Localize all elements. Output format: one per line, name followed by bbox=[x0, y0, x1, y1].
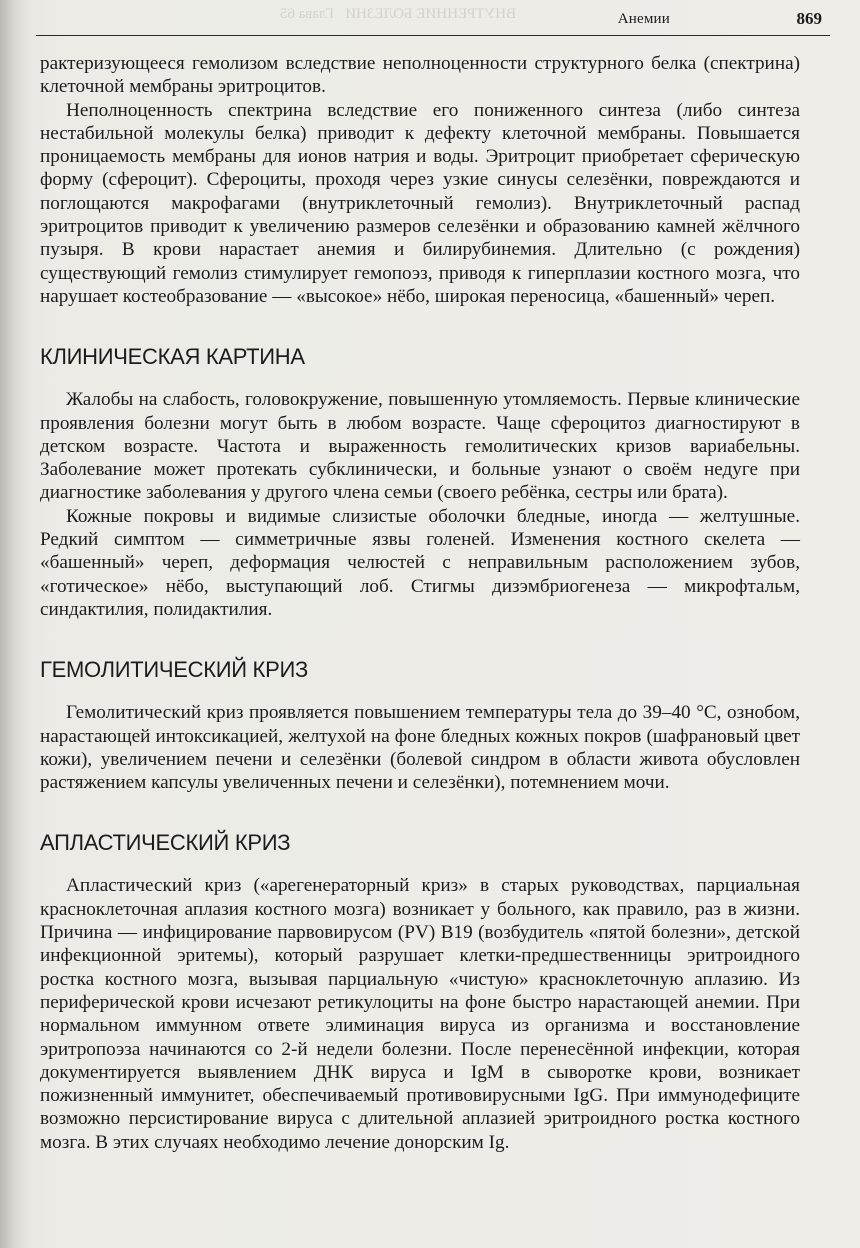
section-heading-clinical: КЛИНИЧЕСКАЯ КАРТИНА bbox=[40, 344, 305, 370]
bleed-through-text: ВНУТРЕННИЕ БОЛЕЗНИ Глава 65 bbox=[280, 6, 517, 22]
clinical-paragraph-1: Жалобы на слабость, головокружение, повышенную утомляемость. Первые клинические проявления болезни могут быть в любом возрасте. Чаще сфероцитоз диагностируют в детском возрасте. Частота и выраженность гемолитических кризов вариабельны. Заболевание может протекать субклинически, и больные узнают о своём недуге при диагностике заболевания у другого члена семьи (своего ребёнка, сестры или брата). bbox=[40, 389, 800, 504]
page-number: 869 bbox=[796, 9, 822, 28]
hemolytic-paragraph: Гемолитический криз проявляется повышением температуры тела до 39–40 °С, ознобом, нарастающей интоксикацией, желтухой на фоне бледных кожных покров (шафрановый цвет кожи), увеличением печени и селезёнки (болевой синдром в области живота обусловлен растяжением капсулы увеличенных печени и селезёнки), потемнением мочи. bbox=[40, 702, 800, 794]
intro-tail-paragraph: рактеризующееся гемолизом вследствие неполноценности структурного белка (спектрина) клеточной мембраны эритроцитов. bbox=[40, 53, 800, 98]
clinical-paragraph-2: Кожные покровы и видимые слизистые оболочки бледные, иногда — желтушные. Редкий симптом — симметричные язвы голеней. Изменения костного скелета — «башенный» череп, деформация челюстей с неправильным расположением зубов, «готическое» нёбо, выступающий лоб. Стигмы дизэмбриогенеза — микрофтальм, синдактилия, полидактилия. bbox=[40, 505, 800, 620]
aplastic-paragraph: Апластический криз («арегенераторный криз» в старых руководствах, парциальная красноклеточная аплазия костного мозга) возникает у больного, как правило, раз в жизни. Причина — инфицирование парвовирусом (PV) B19 (возбудитель «пятой болезни», детской инфекционной эритемы), который разрушает клетки-предшественницы эритроидного ростка костного мозга, вызывая парциальную «чистую» красноклеточную аплазию. Из периферической крови исчезают ретикулоциты на фоне быстро нарастающей анемии. При нормальном иммунном ответе элиминация вируса из организма и восстановление эритропоэза начинаются со 2-й недели болезни. После перенесённой инфекции, которая документируется выявлением ДНК вируса и IgM в сыворотке крови, возникает пожизненный иммунитет, обеспечиваемый противовирусными IgG. При иммунодефиците возможно персистирование вируса с длительной аплазией эритроидного ростка костного мозга. В этих случаях необходимо лечение донорским Ig. bbox=[40, 875, 800, 1153]
page-header bbox=[36, 9, 830, 36]
section-heading-aplastic: АПЛАСТИЧЕСКИЙ КРИЗ bbox=[40, 830, 291, 856]
page-body bbox=[40, 52, 800, 1154]
running-title: Анемии bbox=[617, 11, 670, 27]
section-heading-hemolytic: ГЕМОЛИТИЧЕСКИЙ КРИЗ bbox=[40, 657, 308, 683]
intro-paragraph: Неполноценность спектрина вследствие его пониженного синтеза (либо синтеза нестабильной молекулы белка) приводит к дефекту клеточной мембраны. Повышается проницаемость мембраны для ионов натрия и воды. Эритроцит приобретает сферическую форму (сфероцит). Сфероциты, проходя через узкие синусы селезёнки, повреждаются и поглощаются макрофагами (внутриклеточный гемолиз). Внутриклеточный распад эритроцитов приводит к увеличению размеров селезёнки и образованию камней жёлчного пузыря. В крови нарастает анемия и билирубинемия. Длительно (с рождения) существующий гемолиз стимулирует гемопоэз, приводя к гиперплазии костного мозга, что нарушает костеобразование — «высокое» нёбо, широкая переносица, «башенный» череп. bbox=[40, 99, 800, 307]
